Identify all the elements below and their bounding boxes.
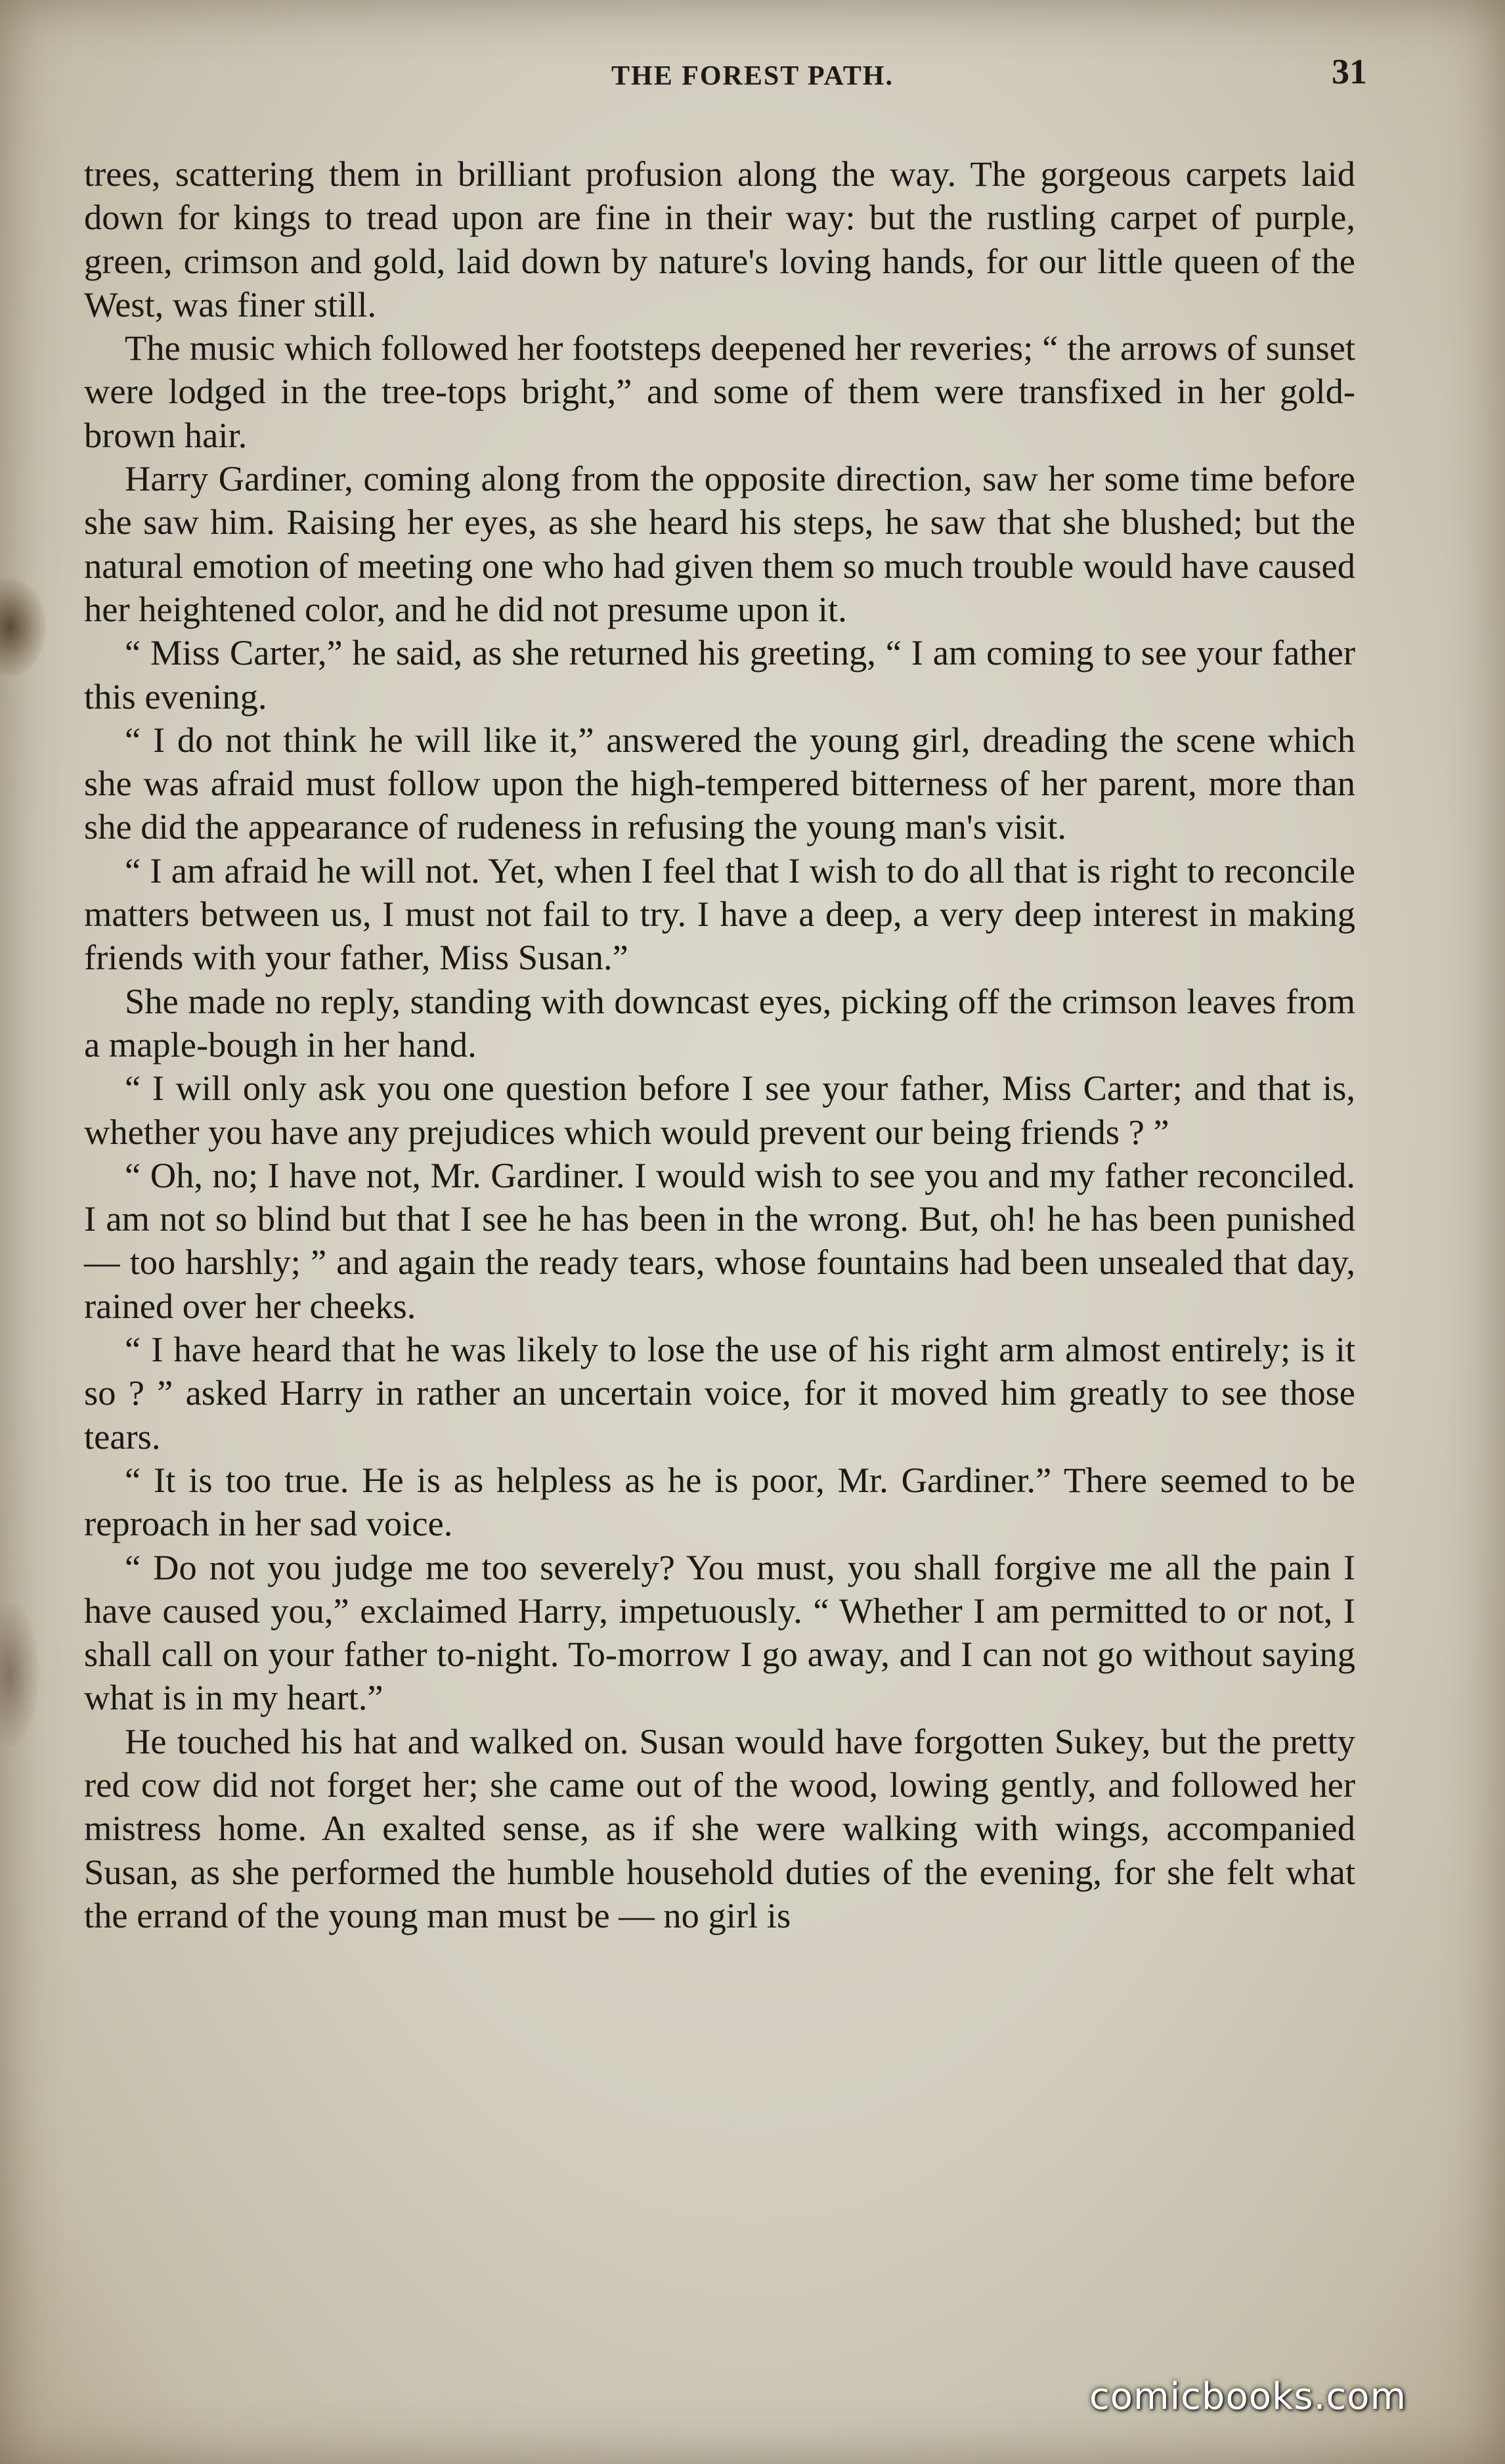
running-title: THE FOREST PATH.: [611, 61, 894, 91]
paragraph: “ Oh, no; I have not, Mr. Gardiner. I would wish to see you and my father reconciled. I am not so blind but that I see he has been in the wrong. But, oh! he has been punished — too harshly; ” and again the ready tears, whose fountains had been unsealed that day, rained over her cheeks.: [84, 1155, 1355, 1326]
site-watermark: comicbooks.com: [1089, 2375, 1407, 2418]
paragraph: “ Miss Carter,” he said, as she returned his greeting, “ I am coming to see your father this evening.: [84, 632, 1355, 716]
paragraph: “ I have heard that he was likely to lose the use of his right arm almost entirely; is it so ? ” asked Harry in rather an uncertain voice, for it moved him greatly to see those tears.: [84, 1329, 1355, 1457]
paragraph: She made no reply, standing with downcast eyes, picking off the crimson leaves from a maple-bough in her hand.: [84, 980, 1355, 1065]
body-text: [84, 152, 1355, 1937]
paragraph: “ I am afraid he will not. Yet, when I feel that I wish to do all that is right to reconcile matters between us, I must not fail to try. I have a deep, a very deep interest in making friends with your father, Miss Susan.”: [84, 850, 1355, 978]
page-stain-left-lower: [0, 1602, 39, 1747]
page-number: 31: [1332, 52, 1367, 91]
paragraph: The music which followed her footsteps deepened her reveries; “ the arrows of sunset were lodged in the tree-tops bright,” and some of them were transfixed in her gold-brown hair.: [84, 328, 1355, 455]
paragraph: Harry Gardiner, coming along from the opposite direction, saw her some time before she saw him. Raising her eyes, as she heard his steps, he saw that she blushed; but the natural emotion of meeting one who had given them so much trouble would have caused her heightened color, and he did not presume upon it.: [84, 458, 1355, 629]
page-stain-left-upper: [0, 578, 46, 676]
paragraph: “ Do not you judge me too severely? You must, you shall forgive me all the pain I have caused you,” exclaimed Harry, impetuously. “ Whether I am permitted to or not, I shall call on your father to-night. To-morrow I go away, and I can not go without saying what is in my heart.”: [84, 1547, 1355, 1718]
paragraph: “ It is too true. He is as helpless as he is poor, Mr. Gardiner.” There seemed to be reproach in her sad voice.: [84, 1459, 1355, 1544]
paragraph: trees, scattering them in brilliant profusion along the way. The gorgeous carpets laid down for kings to tread upon are fine in their way: but the rustling carpet of purple, green, crimson and gold, laid down by nature's loving hands, for our little queen of the West, was finer still.: [84, 154, 1355, 324]
paragraph: He touched his hat and walked on. Susan would have forgotten Sukey, but the pretty red cow did not forget her; she came out of the wood, lowing gently, and followed her mistress home. An exalted sense, as if she were walking with wings, accompanied Susan, as she performed the humble household duties of the evening, for she felt what the errand of the young man must be — no girl is: [84, 1721, 1355, 1935]
paragraph: “ I will only ask you one question before I see your father, Miss Carter; and that is, whether you have any prejudices which would prevent our being friends ? ”: [84, 1068, 1355, 1152]
paragraph: “ I do not think he will like it,” answered the young girl, dreading the scene which she was afraid must follow upon the high-tempered bitterness of her parent, more than she did the appearance of rudeness in refusing the young man's visit.: [84, 719, 1355, 847]
